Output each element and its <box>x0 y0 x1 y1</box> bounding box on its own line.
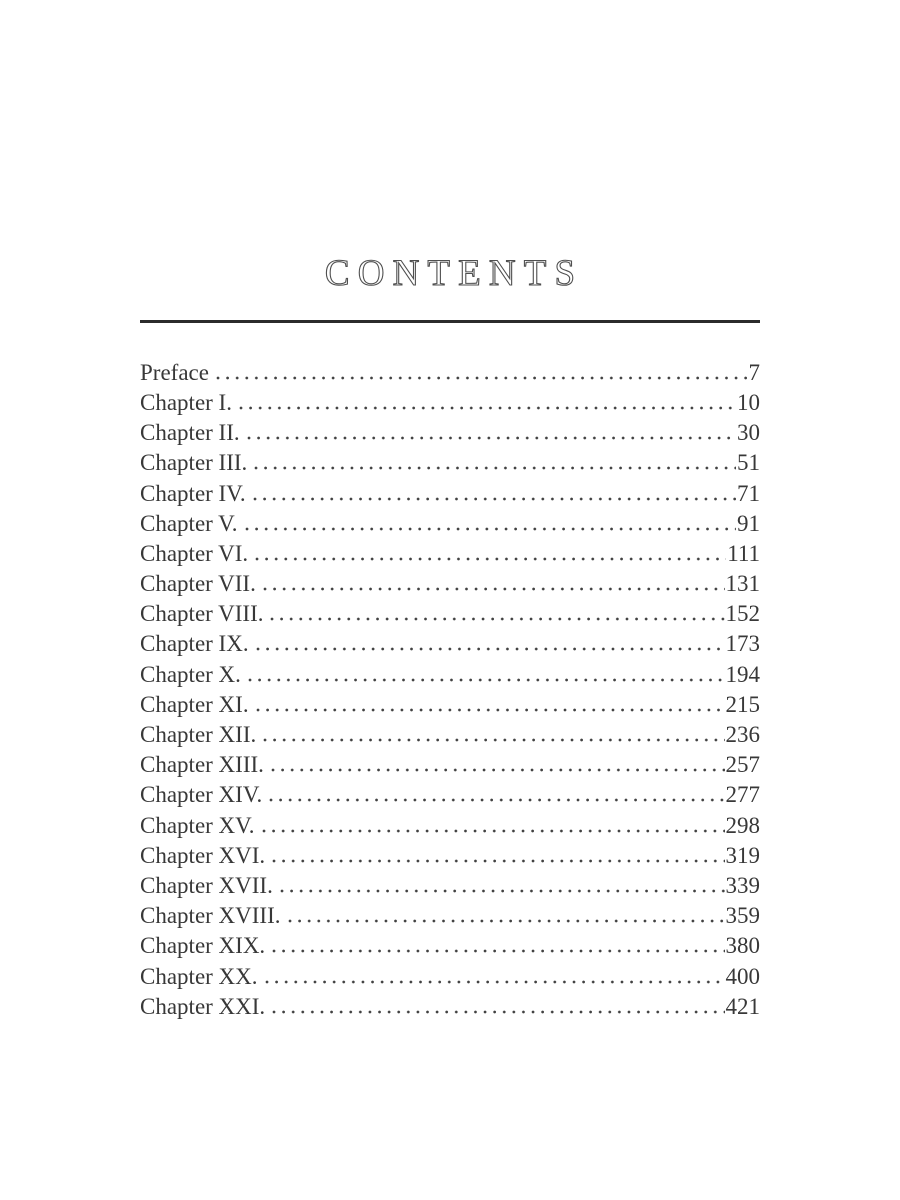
toc-entry-label: Chapter III. <box>140 450 248 476</box>
dot-leader <box>239 406 736 410</box>
dot-leader <box>256 708 725 712</box>
toc-entry-label: Chapter XVIII. <box>140 903 281 929</box>
toc-entry-page: 380 <box>725 933 760 959</box>
toc-entry-page: 359 <box>725 903 760 929</box>
toc-entry-page: 277 <box>725 782 760 808</box>
toc-entry-page: 10 <box>737 389 760 415</box>
toc-entry-label: Chapter XIX. <box>140 933 266 959</box>
dot-leader <box>248 678 725 682</box>
toc-entry-label: Chapter XIV. <box>140 782 263 808</box>
toc-entry-page: 7 <box>748 359 760 385</box>
toc-entry-page: 91 <box>737 510 760 536</box>
toc-entry-page: 30 <box>737 420 760 446</box>
toc-entry-label: Chapter XX. <box>140 963 258 989</box>
toc-row <box>140 662 760 692</box>
dot-leader <box>270 617 724 621</box>
dot-leader <box>263 587 725 591</box>
toc-row <box>140 511 760 541</box>
toc-entry-label: Chapter I. <box>140 389 232 415</box>
toc-row <box>140 903 760 933</box>
toc-entry-label: Chapter XI. <box>140 691 249 717</box>
toc-entry-label: Chapter II. <box>140 420 240 446</box>
toc-entry-label: Chapter VI. <box>140 540 249 566</box>
toc-entry-page: 319 <box>725 842 760 868</box>
toc-entry-page: 111 <box>727 540 760 566</box>
dot-leader <box>269 798 724 802</box>
toc-entry-label: Chapter V. <box>140 510 238 536</box>
dot-leader <box>265 980 725 984</box>
toc-row <box>140 692 760 722</box>
dot-leader <box>262 829 725 833</box>
toc-entry-page: 215 <box>725 691 760 717</box>
toc-row <box>140 752 760 782</box>
toc-row <box>140 601 760 631</box>
toc-row <box>140 933 760 963</box>
dot-leader <box>253 497 736 501</box>
toc-entry-page: 194 <box>725 661 760 687</box>
dot-leader <box>272 949 724 953</box>
toc-entry-page: 236 <box>725 722 760 748</box>
toc-row <box>140 782 760 812</box>
toc-row <box>140 873 760 903</box>
toc-row <box>140 843 760 873</box>
toc-entry-page: 152 <box>725 601 760 627</box>
toc-entry-label: Chapter XIII. <box>140 752 264 778</box>
toc-row <box>140 722 760 752</box>
toc-entry-page: 339 <box>725 872 760 898</box>
toc-entry-page: 173 <box>725 631 760 657</box>
toc-entry-page: 400 <box>725 963 760 989</box>
toc-row <box>140 450 760 480</box>
toc-entry-label: Chapter X. <box>140 661 241 687</box>
dot-leader <box>247 436 736 440</box>
toc-entry-page: 131 <box>725 571 760 597</box>
dot-leader <box>272 859 724 863</box>
toc-entry-label: Chapter XXI. <box>140 993 266 1019</box>
dot-leader <box>245 527 736 531</box>
toc-entry-page: 51 <box>737 450 760 476</box>
dot-leader <box>263 738 724 742</box>
toc-entry-label: Chapter XVI. <box>140 842 266 868</box>
toc-list <box>140 360 760 1024</box>
page-title: CONTENTS <box>324 253 584 294</box>
page-content <box>140 252 760 1024</box>
toc-entry-label: Chapter XV. <box>140 812 255 838</box>
toc-row <box>140 964 760 994</box>
toc-row <box>140 571 760 601</box>
dot-leader <box>288 919 725 923</box>
toc-entry-page: 71 <box>737 480 760 506</box>
toc-row <box>140 360 760 390</box>
toc-entry-label: Chapter XVII. <box>140 872 273 898</box>
toc-entry-label: Preface <box>140 359 209 385</box>
toc-entry-label: Chapter VII. <box>140 571 256 597</box>
toc-entry-page: 257 <box>725 752 760 778</box>
dot-leader <box>256 647 725 651</box>
toc-row <box>140 420 760 450</box>
title-divider-rule <box>140 320 760 323</box>
toc-row <box>140 541 760 571</box>
toc-row <box>140 631 760 661</box>
toc-row <box>140 390 760 420</box>
toc-row <box>140 813 760 843</box>
dot-leader <box>271 768 725 772</box>
toc-row <box>140 481 760 511</box>
toc-entry-label: Chapter VIII. <box>140 601 264 627</box>
dot-leader <box>254 466 736 470</box>
toc-entry-label: Chapter XII. <box>140 722 257 748</box>
dot-leader <box>216 376 748 380</box>
toc-entry-page: 421 <box>725 993 760 1019</box>
dot-leader <box>255 557 726 561</box>
dot-leader <box>272 1010 724 1014</box>
toc-entry-page: 298 <box>725 812 760 838</box>
dot-leader <box>280 889 725 893</box>
toc-row <box>140 994 760 1024</box>
toc-entry-label: Chapter IV. <box>140 480 246 506</box>
toc-entry-label: Chapter IX. <box>140 631 249 657</box>
